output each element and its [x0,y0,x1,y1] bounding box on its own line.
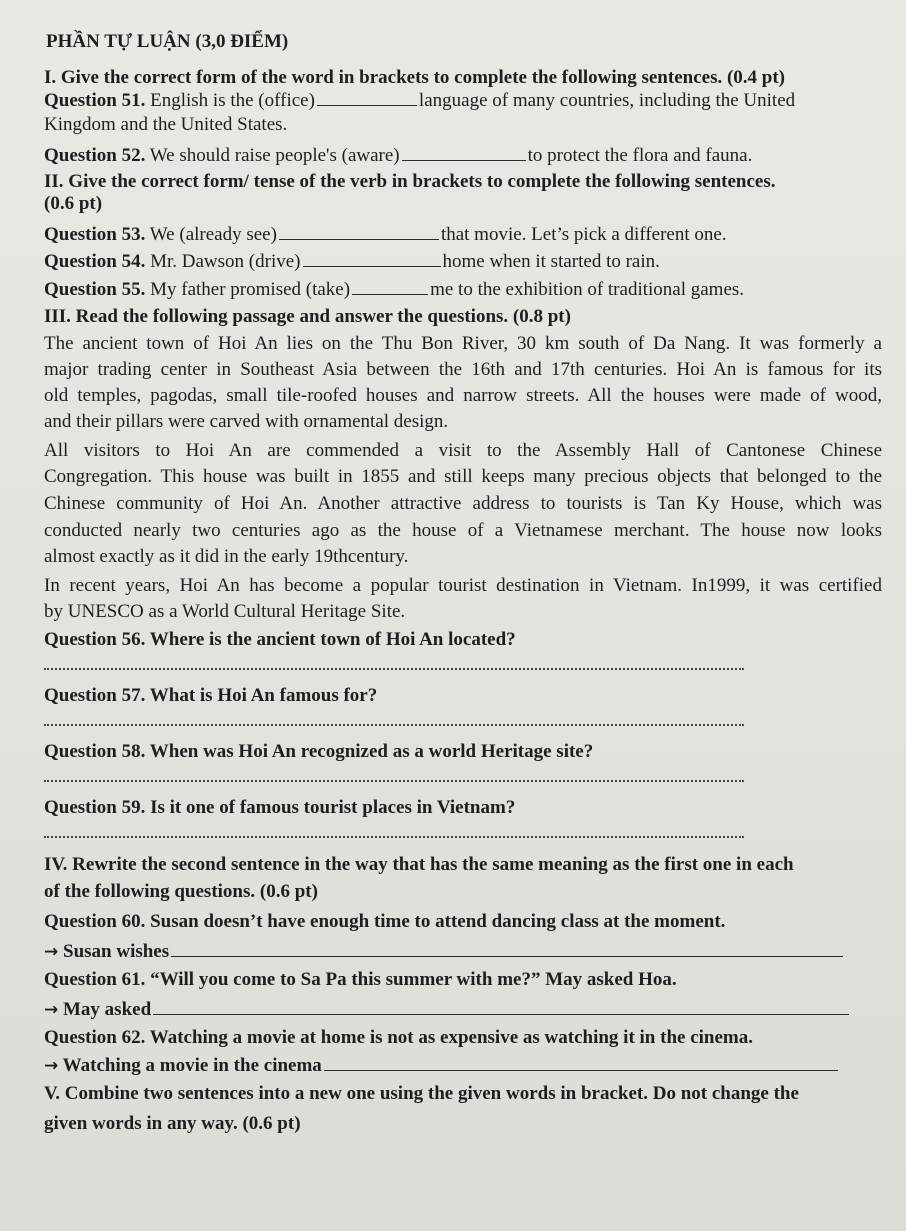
section-1-title: I. Give the correct form of the word in brackets to complete the following sentences. (0.4 pt) [44,67,786,88]
answer-line-56[interactable] [44,668,744,670]
question-60-prompt: → Susan wishes [44,940,845,964]
passage-line: In recent years, Hoi An has become a popular tourist destination in Vietnam. In1999, it was certified [44,575,882,596]
passage-line: The ancient town of Hoi An lies on the Thu Bon River, 30 km south of Da Nang. It was formerly a [44,333,882,354]
answer-blank-52[interactable] [402,146,526,161]
question-56: Question 56. Where is the ancient town of Hoi An located? [44,629,516,650]
answer-blank-60[interactable] [171,942,843,957]
question-62: Question 62. Watching a movie at home is not as expensive as watching it in the cinema. [44,1027,753,1048]
question-61: Question 61. “Will you come to Sa Pa this summer with me?” May asked Hoa. [44,969,677,990]
question-60: Question 60. Susan doesn’t have enough time to attend dancing class at the moment. [44,911,726,932]
passage-line: Congregation. This house was built in 1855 and still keeps many precious objects that belonged to the [44,466,882,487]
answer-blank-55[interactable] [352,280,428,295]
section-5-title-cont: given words in any way. (0.6 pt) [44,1113,301,1134]
arrow-right-icon: → [44,1056,59,1076]
passage-line: major trading center in Southeast Asia between the 16th and 17th centuries. Hoi An is famous for its [44,359,882,380]
answer-blank-53[interactable] [279,225,439,240]
answer-blank-54[interactable] [303,252,441,267]
passage-line: almost exactly as it did in the early 19thcentury. [44,546,409,567]
answer-blank-61[interactable] [153,1000,849,1015]
passage-line: All visitors to Hoi An are commended a visit to the Assembly Hall of Cantonese Chinese [44,440,882,461]
passage-line: old temples, pagodas, small tile-roofed houses and narrow streets. All the houses were made of wood, [44,385,882,406]
question-54: Question 54. Mr. Dawson (drive) home when it started to rain. [44,251,660,272]
question-62-prompt: → Watching a movie in the cinema [44,1054,840,1078]
passage-line: Chinese community of Hoi An. Another attractive address to tourists is Tan Ky House, which was [44,493,882,514]
question-51: Question 51. English is the (office) language of many countries, including the United [44,90,796,111]
passage-line: conducted nearly two centuries ago as the house of a Vietnamese merchant. The house now looks [44,520,882,541]
answer-line-58[interactable] [44,780,744,782]
section-2-title: II. Give the correct form/ tense of the verb in brackets to complete the following sentences. [44,171,776,192]
answer-blank-51[interactable] [317,91,417,106]
question-53: Question 53. We (already see) that movie. Let’s pick a different one. [44,224,727,245]
question-58: Question 58. When was Hoi An recognized as a world Heritage site? [44,741,594,762]
question-52: Question 52. We should raise people's (aware) to protect the flora and fauna. [44,145,753,166]
arrow-right-icon: → [44,1000,59,1020]
passage-line: and their pillars were carved with ornamental design. [44,411,449,432]
section-4-title: IV. Rewrite the second sentence in the way that has the same meaning as the first one in each [44,854,794,875]
section-3-title: III. Read the following passage and answer the questions. (0.8 pt) [44,306,571,327]
question-59: Question 59. Is it one of famous tourist places in Vietnam? [44,797,516,818]
question-61-prompt: → May asked [44,998,851,1022]
question-55: Question 55. My father promised (take) me to the exhibition of traditional games. [44,279,745,300]
answer-blank-62[interactable] [324,1056,838,1071]
question-51-cont: Kingdom and the United States. [44,114,288,135]
page-heading: PHẦN TỰ LUẬN (3,0 ĐIỂM) [46,31,289,52]
section-5-title: V. Combine two sentences into a new one using the given words in bracket. Do not change the [44,1083,799,1104]
section-2-points: (0.6 pt) [44,193,103,214]
arrow-right-icon: → [44,942,59,962]
question-57: Question 57. What is Hoi An famous for? [44,685,378,706]
section-4-title-cont: of the following questions. (0.6 pt) [44,881,318,902]
passage-line: by UNESCO as a World Cultural Heritage Site. [44,601,406,622]
answer-line-59[interactable] [44,836,744,838]
answer-line-57[interactable] [44,724,744,726]
